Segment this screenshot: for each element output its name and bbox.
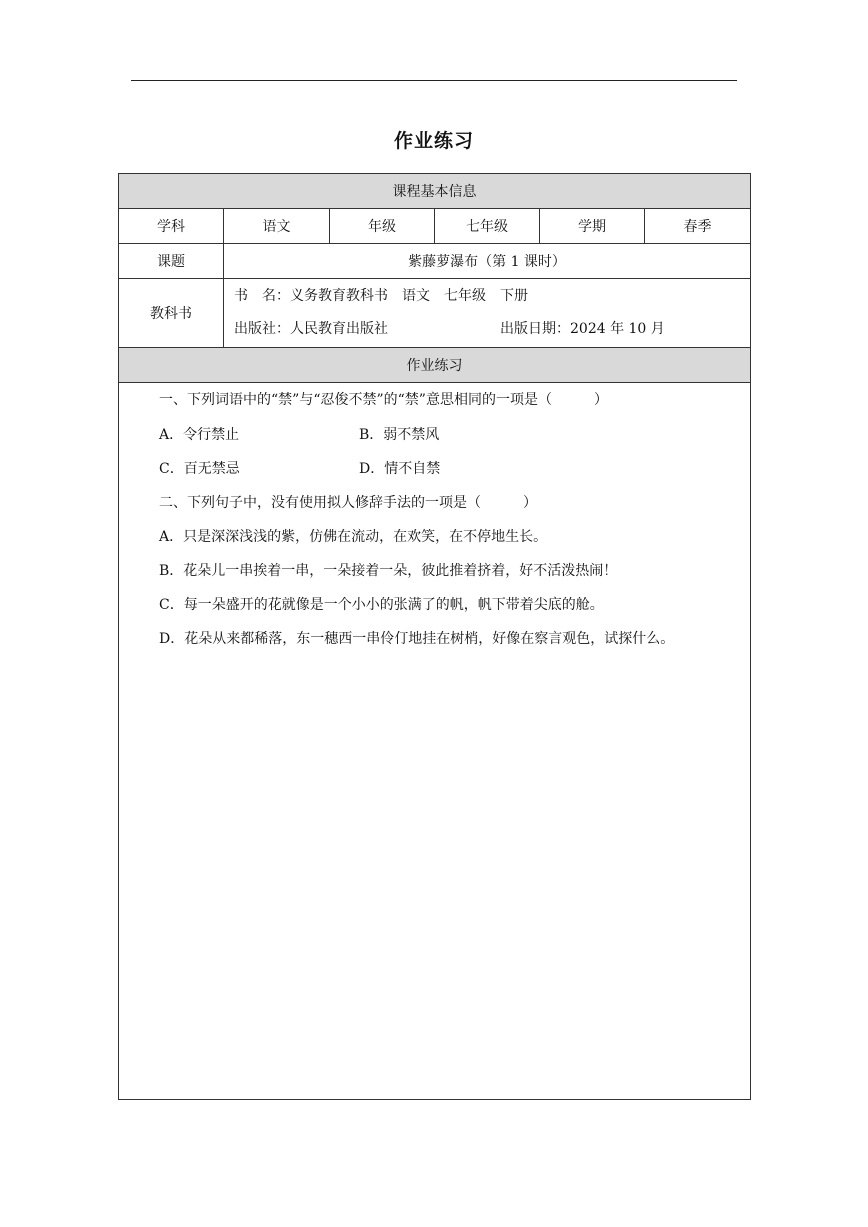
term-label: 学期 bbox=[540, 209, 645, 244]
publish-date-line: 出版日期：2024 年 10 月 bbox=[500, 321, 665, 337]
textbook-label: 教科书 bbox=[119, 279, 224, 348]
textbook-details bbox=[224, 279, 751, 348]
exercise-header: 作业练习 bbox=[119, 348, 751, 383]
q1-option-d: D．情不自禁 bbox=[359, 461, 441, 477]
document-title: 作业练习 bbox=[393, 130, 474, 152]
course-info-table bbox=[118, 173, 751, 1100]
grade-value: 七年级 bbox=[435, 209, 540, 244]
publisher-row bbox=[234, 313, 750, 346]
publisher-line: 出版社：人民教育出版社 bbox=[234, 321, 388, 337]
exercise-area bbox=[119, 383, 751, 1100]
topic-label: 课题 bbox=[119, 244, 224, 279]
grade-label: 年级 bbox=[330, 209, 435, 244]
q2-option-d: D．花朵从来都稀落，东一穗西一串伶仃地挂在树梢，好像在察言观色，试探什么。 bbox=[159, 631, 675, 647]
exercise-content bbox=[119, 383, 750, 1099]
q1-option-c: C．百无禁忌 bbox=[159, 461, 240, 477]
subject-value: 语文 bbox=[224, 209, 330, 244]
textbook-name-line: 书 名：义务教育教科书 语文 七年级 下册 bbox=[234, 288, 528, 304]
q1-option-a: A．令行禁止 bbox=[159, 427, 240, 443]
q2-stem: 二、下列句子中，没有使用拟人修辞手法的一项是（ ） bbox=[159, 495, 537, 511]
topic-value: 紫藤萝瀑布（第 1 课时） bbox=[224, 244, 751, 279]
q2-option-b: B．花朵儿一串挨着一串，一朵接着一朵，彼此推着挤着，好不活泼热闹！ bbox=[159, 563, 618, 579]
q1-option-b: B．弱不禁风 bbox=[359, 427, 440, 443]
q2-option-a: A．只是深深浅浅的紫，仿佛在流动，在欢笑，在不停地生长。 bbox=[159, 529, 548, 545]
q2-option-c: C．每一朵盛开的花就像是一个小小的张满了的帆，帆下带着尖底的舱。 bbox=[159, 597, 604, 613]
subject-label: 学科 bbox=[119, 209, 224, 244]
term-value: 春季 bbox=[645, 209, 751, 244]
header-rule bbox=[131, 80, 737, 81]
q1-stem: 一、下列词语中的“禁”与“忍俊不禁”的“禁”意思相同的一项是（ ） bbox=[159, 392, 608, 408]
course-info-header: 课程基本信息 bbox=[119, 174, 751, 209]
